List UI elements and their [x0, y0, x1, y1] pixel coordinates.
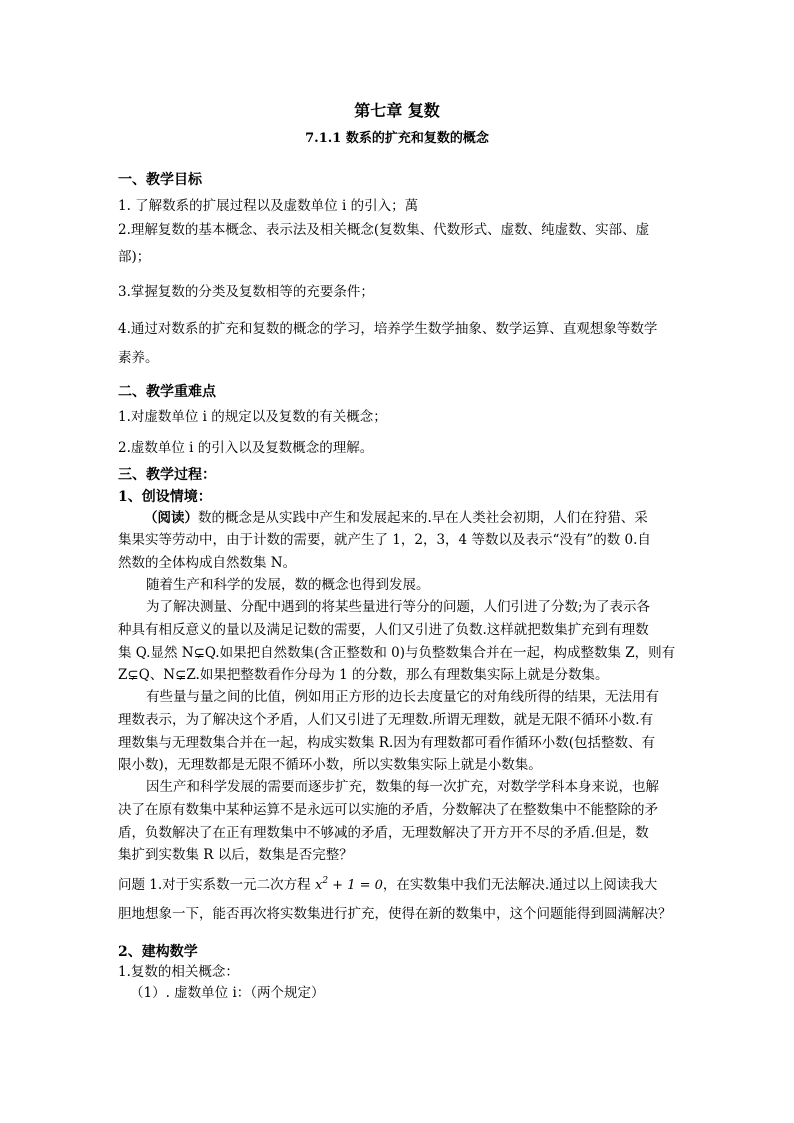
paragraph-line: 因生产和科学发展的需要而逐步扩充，数集的每一次扩充，对数学学科本身来说，也解 — [146, 779, 659, 795]
section-heading-process: 三、教学过程： — [118, 467, 216, 483]
paragraph-line: 集 Q.显然 N⊊Q.如果把自然数集(含正整数和 0)与负整数集合并在一起，构成整数集 Z，则有 — [118, 645, 676, 661]
objective-item: 4.通过对数系的扩充和复数的概念的学习，培养学生数学抽象、数学运算、直观想象等数学 — [118, 321, 658, 337]
paragraph-line: 盾，负数解决了在正有理数集中不够减的矛盾，无理数解决了开方开不尽的矛盾.但是，数 — [118, 825, 649, 841]
subsection-heading-construct: 2、建构数学 — [118, 944, 198, 960]
concept-item: （1）. 虚数单位 i：（两个规定） — [130, 985, 325, 1001]
section-heading-key-points: 二、教学重难点 — [118, 384, 216, 400]
paragraph-line: 随着生产和科学的发展，数的概念也得到发展。 — [146, 577, 430, 593]
objective-item: 3.掌握复数的分类及复数相等的充要条件； — [118, 284, 374, 300]
paragraph-line: 决了在原有数集中某种运算不是永远可以实施的矛盾，分数解决了在整数集中不能整除的矛 — [118, 802, 658, 818]
section-heading-objectives: 一、教学目标 — [118, 172, 202, 188]
paragraph-line: 为了解决测量、分配中遇到的将某些量进行等分的问题，人们引进了分数;为了表示各 — [146, 599, 651, 615]
question-1-line: 问题 1.对于实系数一元二次方程 $x^2 + 1 = 0$，在实数集中我们无法解决.通过以上阅读我大 — [118, 876, 658, 893]
objective-item: 2.理解复数的基本概念、表示法及相关概念(复数集、代数形式、虚数、纯虚数、实部、虚 — [118, 222, 650, 238]
key-point-item: 2.虚数单位 i 的引入以及复数概念的理解。 — [118, 440, 374, 456]
concept-item: 1.复数的相关概念： — [118, 964, 239, 980]
page-title: 第七章 复数 — [354, 101, 440, 120]
objective-item: 部)； — [118, 249, 151, 265]
objective-item: 1. 了解数系的扩展过程以及虚数单位 i 的引入；萬 — [118, 198, 419, 214]
paragraph-line: 种具有相反意义的量以及满足记数的需要，人们又引进了负数.这样就把数集扩充到有理数 — [118, 622, 649, 638]
paragraph-line: Z⊊Q、N⊊Z.如果把整数看作分母为 1 的分数，那么有理数集实际上就是分数集。 — [118, 667, 609, 683]
paragraph-line: 理数集与无理数集合并在一起，构成实数集 R.因为有理数都可看作循环小数(包括整数、有 — [118, 735, 656, 751]
equation: $x^2 + 1 = 0$ — [314, 876, 383, 893]
objective-item: 素养。 — [118, 350, 159, 366]
paragraph-line: 集扩到实数集 R 以后，数集是否完整？ — [118, 847, 353, 863]
paragraph-line: （阅读）数的概念是从实践中产生和发展起来的.早在人类社会初期，人们在狩猎、采 — [144, 510, 648, 526]
paragraph-line: 集果实等劳动中，由于计数的需要，就产生了 1，2，3，4 等数以及表示“没有”的数 0.自 — [118, 532, 651, 548]
page-subtitle: 7.1.1 数系的扩充和复数的概念 — [305, 131, 489, 146]
question-1-line: 胆地想象一下，能否再次将实数集进行扩充，使得在新的数集中，这个问题能得到圆满解决？ — [118, 906, 672, 922]
paragraph-line: 理数表示，为了解决这个矛盾，人们又引进了无理数.所谓无理数，就是无限不循环小数.有 — [118, 712, 654, 728]
paragraph-line: 有些量与量之间的比值，例如用正方形的边长去度量它的对角线所得的结果，无法用有 — [146, 689, 659, 705]
subsection-heading-scenario: 1、创设情境： — [118, 489, 212, 505]
key-point-item: 1.对虚数单位 i 的规定以及复数的有关概念； — [118, 409, 387, 425]
paragraph-line: 限小数)，无理数都是无限不循环小数，所以实数集实际上就是小数集。 — [118, 757, 542, 773]
reading-label: （阅读） — [144, 510, 198, 526]
paragraph-line: 然数的全体构成自然数集 N。 — [118, 555, 297, 571]
